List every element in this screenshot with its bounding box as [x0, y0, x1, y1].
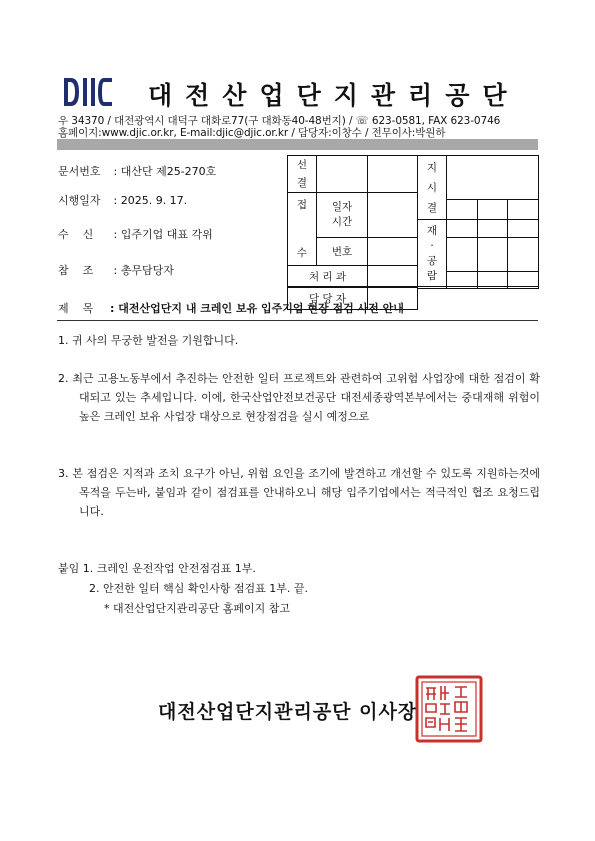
attachment-1: 붙임 1. 크레인 운전작업 안전점검표 1부. [58, 562, 256, 575]
body-paragraph-3: 3. 본 점검은 지적과 조치 요구가 아닌, 위험 요인을 조기에 발견하고 개선할 수 있도록 지원하는것에 목적을 두는바, 붙임과 같이 점검표를 안내하오니 해당 입주기업에서는 적극적인 협조 요청드립니다. [58, 467, 540, 518]
instruction-sign-2 [477, 200, 508, 220]
official-seal-icon [414, 674, 484, 744]
reference-row [58, 262, 174, 278]
doc-number-label: 문서번호 [58, 165, 101, 178]
jeopsu-cell: 접 수 [288, 193, 317, 266]
doc-number-row [58, 163, 216, 179]
body-paragraph-1: 1. 귀 사의 무궁한 발전을 기원합니다. [58, 334, 239, 347]
datetime-label-cell: 일자 시간 [317, 193, 368, 238]
instruction-sign-3 [508, 200, 539, 220]
date-row [58, 192, 187, 208]
recipient-value: : 입주기업 대표 각위 [113, 228, 213, 241]
date-label: 시행일자 [58, 194, 101, 207]
receipt-table [287, 155, 418, 310]
subject-row [58, 300, 404, 316]
approval-sign-cell-1 [317, 156, 368, 193]
datetime-value-cell [368, 193, 418, 238]
attachment-note: * 대전산업단지관리공단 홈페이지 참고 [104, 602, 291, 615]
instruction-sign-1 [447, 200, 478, 220]
instruction-table [417, 155, 539, 289]
reference-value: : 총무담당자 [113, 264, 174, 277]
signature-line: 대전산업단지관리공단 이사장 [158, 701, 418, 723]
processing-dept-label: 처 리 과 [288, 266, 368, 288]
seon-gyeol-cell: 선 결 [288, 156, 317, 193]
contact-line: 홈페이지:www.djic.or.kr, E-mail:djic@djic.or.kr / 담당자:이창수 / 전무이사:박원하 [58, 127, 446, 139]
body-paragraph-2: 2. 최근 고용노동부에서 추진하는 안전한 일터 프로젝트와 관련하여 고위험 사업장에 대한 점검이 확대되고 있는 추세입니다. 이에, 한국산업안전보건공단 대전세종광역본부에서는 중대재해 위험이 높은 크레인 보유 사업장 대상으로 현장점검을 실시 예정으로 [58, 372, 540, 423]
handler-label: 담 당 자 [288, 288, 368, 310]
approval-box [287, 155, 539, 305]
number-value-cell [368, 238, 418, 266]
subject-divider [57, 320, 538, 321]
reference-label: 참 조 [58, 264, 94, 277]
address-line: 우 34370 / 대전광역시 대덕구 대화로77(구 대화동40-48번지) / ☏ 623-0581, FAX 623-0746 [58, 115, 501, 127]
number-label-cell: 번호 [317, 238, 368, 266]
review-cells [447, 220, 539, 289]
recipient-row [58, 226, 213, 242]
djic-logo [62, 76, 114, 108]
subject-label: 제 목 [58, 302, 94, 315]
instruction-content-cell [447, 156, 539, 200]
processing-dept-value [368, 266, 418, 288]
recipient-label: 수 신 [58, 228, 94, 241]
header-divider-bar [57, 139, 538, 150]
jisi-gyeol-cell: 지 시 결 [418, 156, 447, 220]
doc-number-value: : 대산단 제25-270호 [113, 165, 217, 178]
org-title: 대전산업단지관리공단 [148, 81, 520, 110]
attachment-2: 2. 안전한 일터 핵심 확인사항 점검표 1부. 끝. [89, 582, 308, 595]
jae-gongram-cell: 재 · 공 람 [418, 220, 447, 289]
subject-text: : 대전산업단지 내 크레인 보유 입주기업 현장 점검 사전 안내 [110, 302, 404, 315]
approval-sign-cell-2 [368, 156, 418, 193]
date-value: : 2025. 9. 17. [113, 194, 188, 207]
